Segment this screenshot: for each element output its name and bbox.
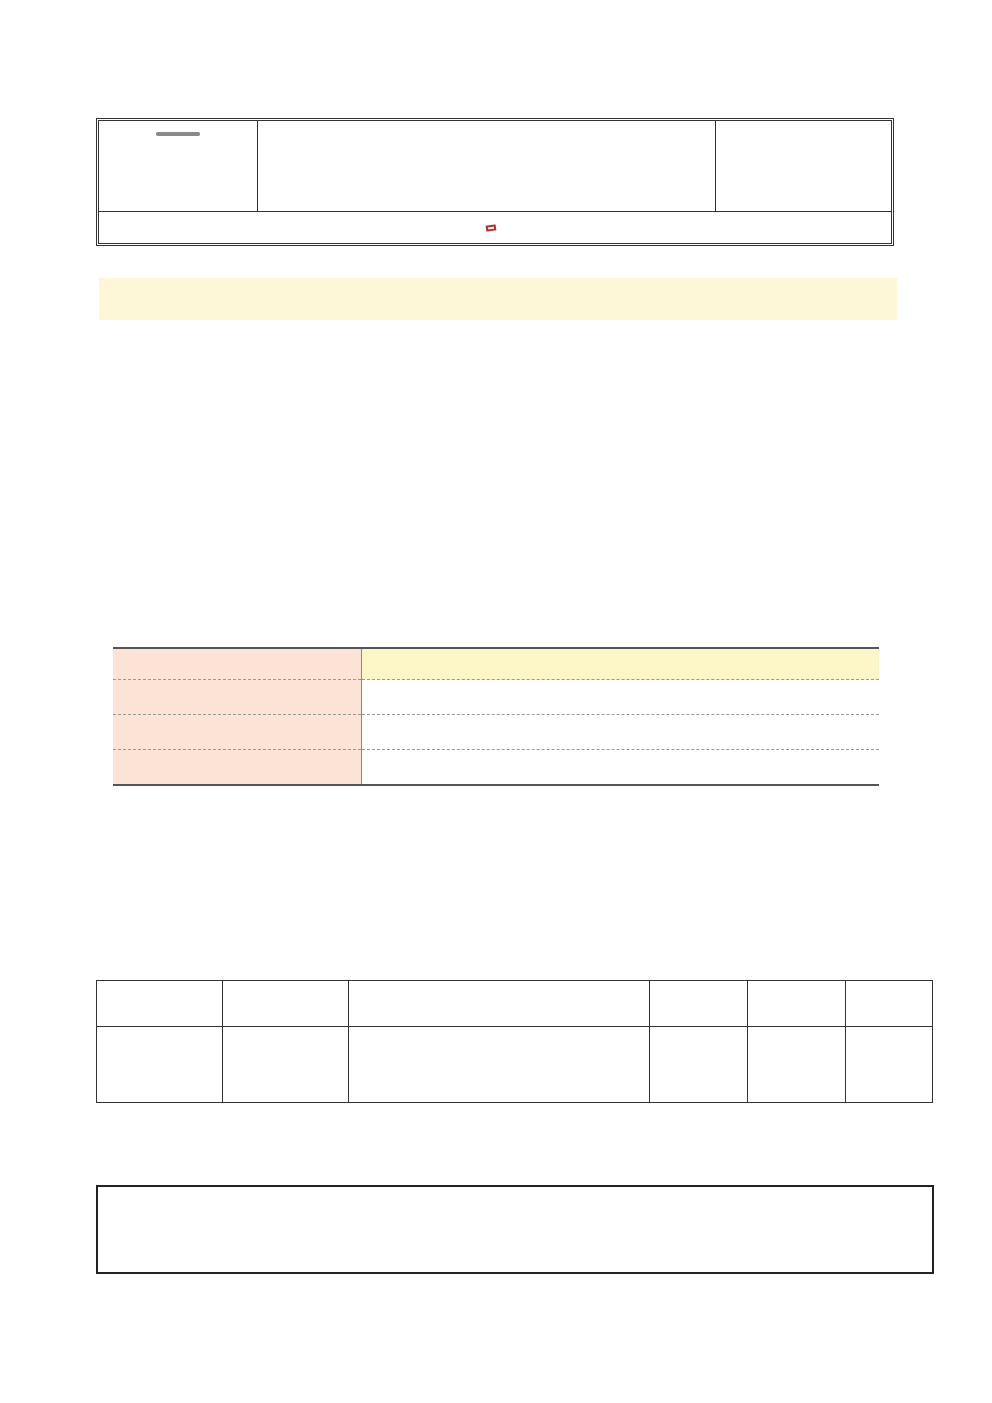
- color-stripe: [215, 270, 273, 276]
- banner-color-bar-bottom: [99, 320, 897, 328]
- application-form-table: [96, 980, 933, 1103]
- color-stripe: [99, 320, 515, 328]
- motto-cell: [99, 121, 258, 211]
- motto-tag: [156, 132, 200, 136]
- header-table: [96, 118, 894, 246]
- schedule-header-item: [362, 648, 880, 680]
- schedule-time: [113, 715, 362, 750]
- schedule-item: [362, 750, 880, 786]
- parent-phone-label: [350, 1032, 648, 1052]
- form-header-name: [223, 981, 349, 1027]
- schedule-header-row: [113, 648, 879, 680]
- form-header-absent: [748, 981, 846, 1027]
- schedule-header-time: [113, 648, 362, 680]
- schedule-row: [113, 715, 879, 750]
- innovation-school-badge: [486, 224, 497, 231]
- form-header-contact: [349, 981, 650, 1027]
- form-header-row: [97, 981, 933, 1027]
- schedule-row: [113, 750, 879, 786]
- detail-row: [96, 547, 204, 570]
- department-cell: [715, 121, 891, 211]
- school-slogan: [99, 211, 891, 244]
- schedule-row: [113, 680, 879, 715]
- attend-checkbox-cell[interactable]: [650, 1027, 748, 1103]
- detail-row: [96, 570, 204, 593]
- document-title: [257, 121, 716, 211]
- detail-row: [96, 593, 204, 616]
- schedule-table: [113, 647, 879, 786]
- event-details: [96, 524, 204, 616]
- detail-row: [96, 524, 204, 547]
- form-header-note: [846, 981, 933, 1027]
- form-entry-row: [97, 1027, 933, 1103]
- absent-checkbox-cell[interactable]: [748, 1027, 846, 1103]
- student-id-field[interactable]: [97, 1027, 223, 1103]
- schedule-time: [113, 680, 362, 715]
- schedule-item: [362, 680, 880, 715]
- privacy-consent-box: [96, 1185, 934, 1274]
- contact-field[interactable]: [349, 1027, 650, 1103]
- note-field[interactable]: [846, 1027, 933, 1103]
- form-header-student-id: [97, 981, 223, 1027]
- color-stripe: [447, 270, 897, 276]
- color-stripe: [515, 320, 897, 328]
- form-header-attend: [650, 981, 748, 1027]
- color-stripe: [331, 270, 389, 276]
- banner-color-bar-top: [99, 270, 897, 276]
- color-stripe: [389, 270, 447, 276]
- color-stripe: [273, 270, 331, 276]
- color-stripe: [99, 270, 157, 276]
- schedule-item: [362, 715, 880, 750]
- color-stripe: [157, 270, 215, 276]
- student-name-field[interactable]: [223, 1027, 349, 1103]
- schedule-time: [113, 750, 362, 786]
- privacy-agreement-line: [106, 1188, 932, 1210]
- notice-title-banner: [99, 278, 897, 320]
